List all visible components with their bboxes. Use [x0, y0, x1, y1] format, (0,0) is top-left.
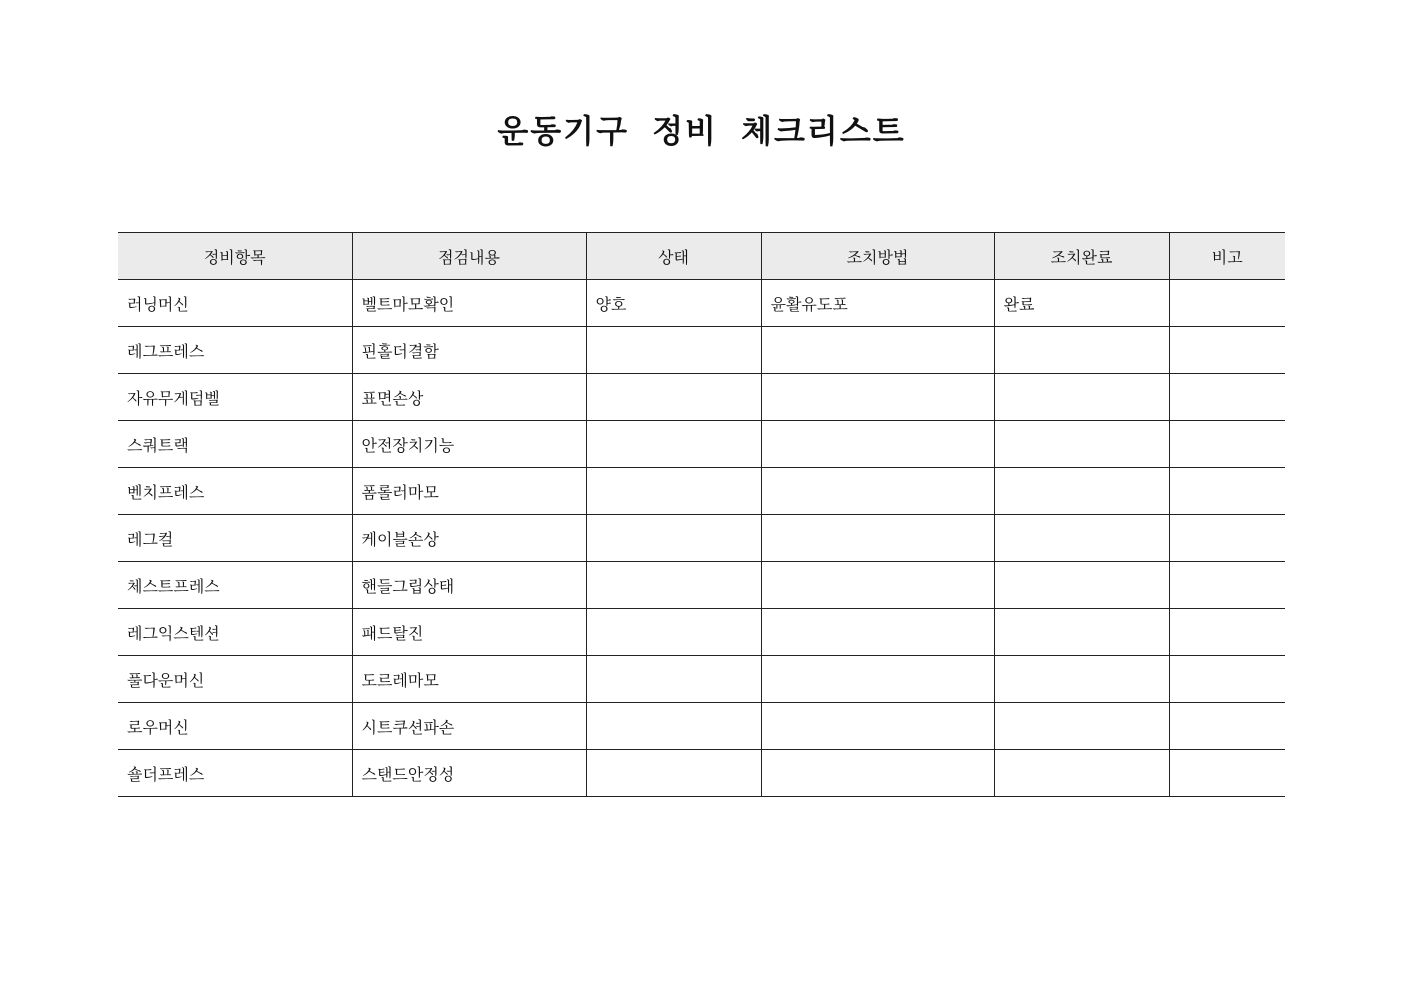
cell-status: [586, 421, 761, 468]
cell-status: [586, 327, 761, 374]
cell-maintenance-item: 벤치프레스: [118, 468, 352, 515]
cell-remarks: [1169, 280, 1285, 327]
cell-status: [586, 374, 761, 421]
cell-action-completed: [994, 656, 1169, 703]
cell-status: 양호: [586, 280, 761, 327]
cell-inspection-content: 시트쿠션파손: [352, 703, 586, 750]
header-action-completed: 조치완료: [994, 233, 1169, 280]
cell-action-completed: [994, 703, 1169, 750]
cell-inspection-content: 케이블손상: [352, 515, 586, 562]
table-row: [118, 750, 1285, 797]
cell-status: [586, 750, 761, 797]
table-row: [118, 327, 1285, 374]
cell-remarks: [1169, 703, 1285, 750]
cell-action-completed: [994, 562, 1169, 609]
cell-inspection-content: 패드탈진: [352, 609, 586, 656]
cell-status: [586, 562, 761, 609]
cell-inspection-content: 도르레마모: [352, 656, 586, 703]
cell-status: [586, 656, 761, 703]
cell-action-method: [761, 327, 994, 374]
cell-maintenance-item: 풀다운머신: [118, 656, 352, 703]
header-action-method: 조치방법: [761, 233, 994, 280]
cell-inspection-content: 안전장치기능: [352, 421, 586, 468]
cell-action-completed: [994, 750, 1169, 797]
cell-inspection-content: 폼롤러마모: [352, 468, 586, 515]
cell-action-method: [761, 656, 994, 703]
cell-remarks: [1169, 421, 1285, 468]
cell-maintenance-item: 레그컬: [118, 515, 352, 562]
cell-action-method: [761, 468, 994, 515]
table-row: [118, 609, 1285, 656]
cell-action-method: [761, 374, 994, 421]
cell-action-completed: 완료: [994, 280, 1169, 327]
cell-maintenance-item: 스쿼트랙: [118, 421, 352, 468]
cell-remarks: [1169, 327, 1285, 374]
cell-action-completed: [994, 515, 1169, 562]
cell-inspection-content: 핸들그립상태: [352, 562, 586, 609]
table-row: [118, 703, 1285, 750]
cell-maintenance-item: 레그익스텐션: [118, 609, 352, 656]
cell-action-completed: [994, 609, 1169, 656]
cell-remarks: [1169, 374, 1285, 421]
cell-action-method: [761, 515, 994, 562]
table-row: [118, 280, 1285, 327]
table-row: [118, 515, 1285, 562]
table-row: [118, 562, 1285, 609]
cell-maintenance-item: 체스트프레스: [118, 562, 352, 609]
cell-remarks: [1169, 656, 1285, 703]
cell-maintenance-item: 로우머신: [118, 703, 352, 750]
cell-action-completed: [994, 374, 1169, 421]
header-remarks: 비고: [1169, 233, 1285, 280]
cell-maintenance-item: 숄더프레스: [118, 750, 352, 797]
cell-inspection-content: 스탠드안정성: [352, 750, 586, 797]
cell-status: [586, 515, 761, 562]
table-row: [118, 421, 1285, 468]
header-inspection-content: 점검내용: [352, 233, 586, 280]
cell-action-method: [761, 609, 994, 656]
cell-action-method: 윤활유도포: [761, 280, 994, 327]
cell-action-completed: [994, 468, 1169, 515]
cell-inspection-content: 벨트마모확인: [352, 280, 586, 327]
header-maintenance-item: 정비항목: [118, 233, 352, 280]
cell-remarks: [1169, 468, 1285, 515]
cell-action-method: [761, 421, 994, 468]
table-header-row: [118, 233, 1285, 280]
cell-maintenance-item: 레그프레스: [118, 327, 352, 374]
cell-action-method: [761, 703, 994, 750]
table-row: [118, 656, 1285, 703]
table-row: [118, 468, 1285, 515]
table-row: [118, 374, 1285, 421]
cell-remarks: [1169, 750, 1285, 797]
cell-action-completed: [994, 421, 1169, 468]
cell-maintenance-item: 러닝머신: [118, 280, 352, 327]
cell-remarks: [1169, 609, 1285, 656]
cell-maintenance-item: 자유무게덤벨: [118, 374, 352, 421]
cell-status: [586, 609, 761, 656]
cell-status: [586, 468, 761, 515]
cell-remarks: [1169, 562, 1285, 609]
cell-inspection-content: 핀홀더결함: [352, 327, 586, 374]
header-status: 상태: [586, 233, 761, 280]
cell-action-completed: [994, 327, 1169, 374]
cell-inspection-content: 표면손상: [352, 374, 586, 421]
document-title: 운동기구 정비 체크리스트: [497, 112, 906, 150]
maintenance-checklist-table: [118, 232, 1285, 797]
cell-action-method: [761, 562, 994, 609]
cell-remarks: [1169, 515, 1285, 562]
cell-status: [586, 703, 761, 750]
cell-action-method: [761, 750, 994, 797]
